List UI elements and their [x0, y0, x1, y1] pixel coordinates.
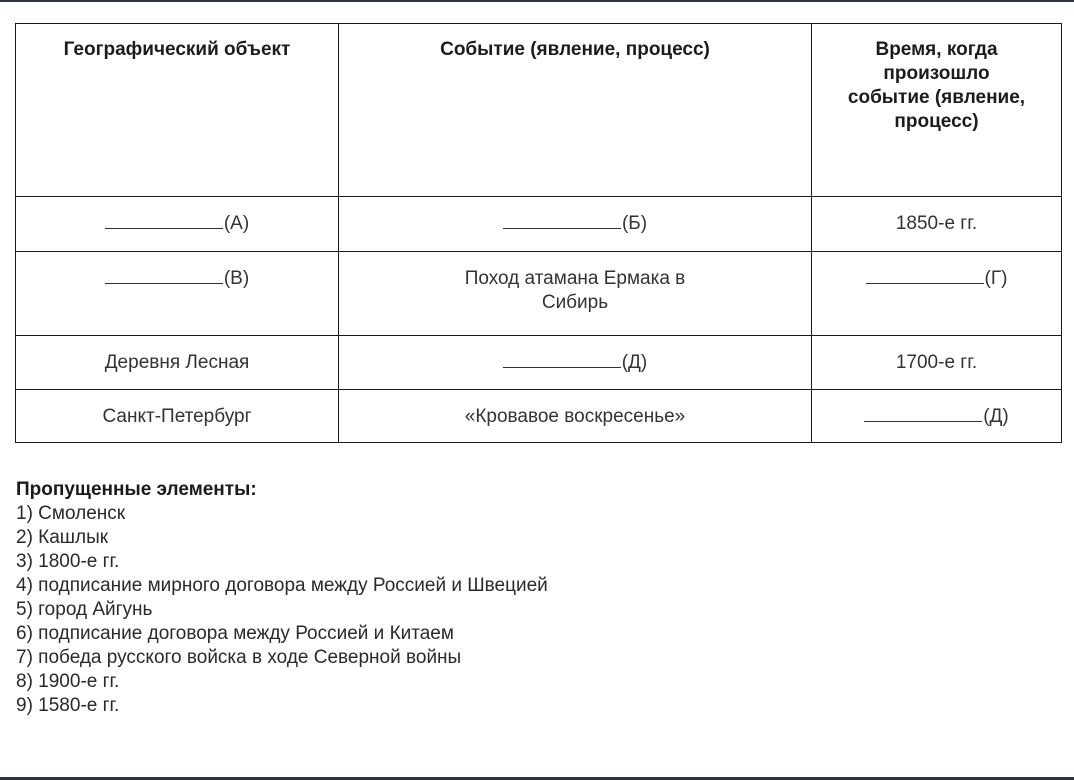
list-item: 1) Смоленск: [16, 503, 126, 524]
list-item: 5) город Айгунь: [16, 599, 153, 620]
cell-event: [339, 336, 812, 390]
cell-time: [812, 252, 1062, 336]
missing-elements-list: [16, 478, 548, 718]
cell-event: [339, 252, 812, 336]
cell-object: Деревня Лесная: [16, 336, 339, 390]
list-item: 7) победа русского войска в ходе Северной войны: [16, 647, 462, 668]
list-item: 2) Кашлык: [16, 527, 109, 548]
answer-blank: [503, 214, 621, 229]
blank-label: (В): [223, 268, 250, 289]
table-row: [16, 336, 1062, 390]
answer-blank: [105, 269, 223, 284]
header-event: Событие (явление, процесс): [339, 24, 812, 197]
missing-elements-title: Пропущенные элементы:: [16, 479, 257, 500]
blank-label: (Б): [621, 213, 648, 234]
table-row: [16, 390, 1062, 443]
cell-time: [812, 390, 1062, 443]
blank-label: (Д): [621, 352, 648, 373]
table-row: [16, 197, 1062, 252]
header-time: Время, когда произошло событие (явление, процесс): [812, 24, 1062, 197]
answer-blank: [105, 214, 223, 229]
list-item: 4) подписание мирного договора между Россией и Швецией: [16, 575, 548, 596]
blank-label: (Д): [983, 406, 1009, 427]
answer-blank: [503, 353, 621, 368]
cell-object: Санкт-Петербург: [16, 390, 339, 443]
top-frame-bar: [0, 0, 1074, 2]
answer-blank: [864, 407, 982, 422]
cell-object: [16, 252, 339, 336]
cell-event: «Кровавое воскресенье»: [339, 390, 812, 443]
list-item: 6) подписание договора между Россией и Китаем: [16, 623, 454, 644]
cell-time: 1700-е гг.: [812, 336, 1062, 390]
blank-label: (А): [223, 213, 250, 234]
cell-time: 1850-е гг.: [812, 197, 1062, 252]
list-item: 9) 1580-е гг.: [16, 695, 120, 716]
cell-object: [16, 197, 339, 252]
blank-label: (Г): [984, 268, 1008, 289]
header-geographic-object: Географический объект: [16, 24, 339, 197]
table-header-row: [16, 24, 1062, 197]
list-item: 3) 1800-е гг.: [16, 551, 120, 572]
event-text: Поход атамана Ермака в Сибирь: [464, 268, 686, 313]
table-row: [16, 252, 1062, 336]
cell-event: [339, 197, 812, 252]
task-table: [15, 23, 1062, 443]
list-item: 8) 1900-е гг.: [16, 671, 120, 692]
answer-blank: [866, 269, 984, 284]
